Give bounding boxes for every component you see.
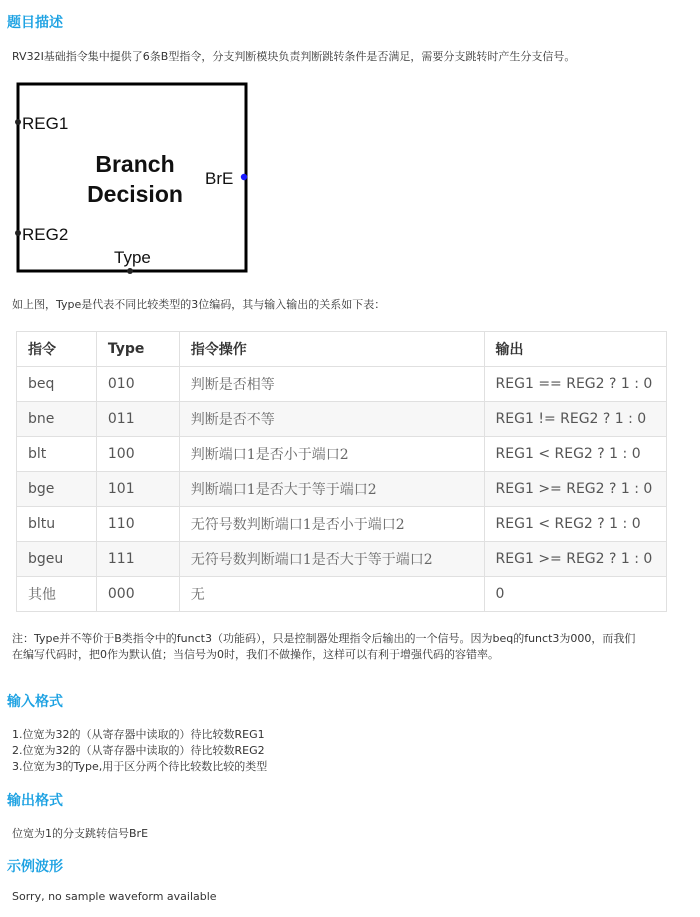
output-format-text: 位宽为1的分支跳转信号BrE	[12, 827, 149, 840]
table-cell-instruction: bne	[17, 402, 97, 437]
section-title-input: 输入格式	[7, 694, 63, 710]
table-cell-type: 100	[96, 437, 179, 472]
table-intro: 如上图，Type是代表不同比较类型的3位编码，其与输入输出的关系如下表：	[12, 298, 386, 311]
table-cell-operation: 无符号数判断端口1是否小于端口2	[179, 507, 484, 542]
table-cell-output: 0	[484, 577, 666, 612]
port-label-type: Type	[114, 248, 151, 267]
reg1-port-dot	[15, 119, 21, 125]
note-line: 在编写代码时，把0作为默认值；当信号为0时，我们不做操作，这样可以有利于增强代码的容错率。	[12, 648, 499, 661]
table-row	[17, 472, 667, 507]
table-cell-output: REG1 == REG2 ? 1 : 0	[484, 367, 666, 402]
table-cell-output: REG1 != REG2 ? 1 : 0	[484, 402, 666, 437]
table-row	[17, 577, 667, 612]
port-label-bre: BrE	[205, 169, 234, 188]
table-cell-output: REG1 < REG2 ? 1 : 0	[484, 507, 666, 542]
table-cell-operation: 判断端口1是否小于端口2	[179, 437, 484, 472]
table-cell-instruction: 其他	[17, 577, 97, 612]
table-row	[17, 402, 667, 437]
table-cell-type: 011	[96, 402, 179, 437]
table-header-cell: 输出	[484, 332, 666, 367]
table-cell-instruction: beq	[17, 367, 97, 402]
table-cell-type: 101	[96, 472, 179, 507]
branch-decision-diagram	[8, 76, 258, 281]
table-row	[17, 367, 667, 402]
input-format-list	[12, 727, 267, 775]
table-cell-instruction: blt	[17, 437, 97, 472]
waveform-text: Sorry, no sample waveform available	[12, 890, 217, 903]
bre-port-dot	[241, 174, 247, 180]
section-title-waveform: 示例波形	[7, 859, 63, 875]
table-header-cell: 指令	[17, 332, 97, 367]
table-cell-operation: 判断端口1是否大于等于端口2	[179, 472, 484, 507]
table-cell-operation: 判断是否相等	[179, 367, 484, 402]
description-intro: RV32I基础指令集中提供了6条B型指令，分支判断模块负责判断跳转条件是否满足，需要分支跳转时产生分支信号。	[12, 50, 576, 63]
table-cell-operation: 无符号数判断端口1是否大于等于端口2	[179, 542, 484, 577]
section-title-output: 输出格式	[7, 793, 63, 809]
table-cell-operation: 无	[179, 577, 484, 612]
module-title-line1: Branch	[95, 151, 175, 177]
note-paragraph	[12, 631, 692, 663]
table-cell-instruction: bge	[17, 472, 97, 507]
table-row	[17, 542, 667, 577]
table-header-cell: Type	[96, 332, 179, 367]
reg2-port-dot	[15, 230, 21, 236]
table-cell-operation: 判断是否不等	[179, 402, 484, 437]
table-header-row	[17, 332, 667, 367]
input-format-item: 1.位宽为32的（从寄存器中读取的）待比较数REG1	[12, 728, 265, 741]
instruction-table	[16, 331, 667, 612]
note-line: 注：Type并不等价于B类指令中的funct3（功能码），只是控制器处理指令后输出的一个信号。因为beq的funct3为000，而我们	[12, 632, 636, 645]
input-format-item: 2.位宽为32的（从寄存器中读取的）待比较数REG2	[12, 744, 265, 757]
table-cell-instruction: bgeu	[17, 542, 97, 577]
table-cell-type: 010	[96, 367, 179, 402]
table-cell-output: REG1 >= REG2 ? 1 : 0	[484, 542, 666, 577]
table-row	[17, 507, 667, 542]
table-cell-type: 110	[96, 507, 179, 542]
table-cell-output: REG1 >= REG2 ? 1 : 0	[484, 472, 666, 507]
table-cell-output: REG1 < REG2 ? 1 : 0	[484, 437, 666, 472]
module-title-line2: Decision	[87, 181, 183, 207]
type-port-dot	[127, 268, 133, 274]
table-cell-instruction: bltu	[17, 507, 97, 542]
port-label-reg2: REG2	[22, 225, 69, 244]
port-label-reg1: REG1	[22, 114, 69, 133]
input-format-item: 3.位宽为3的Type,用于区分两个待比较数比较的类型	[12, 760, 268, 773]
table-cell-type: 000	[96, 577, 179, 612]
table-cell-type: 111	[96, 542, 179, 577]
table-header-cell: 指令操作	[179, 332, 484, 367]
section-title-description: 题目描述	[7, 15, 63, 31]
table-row	[17, 437, 667, 472]
